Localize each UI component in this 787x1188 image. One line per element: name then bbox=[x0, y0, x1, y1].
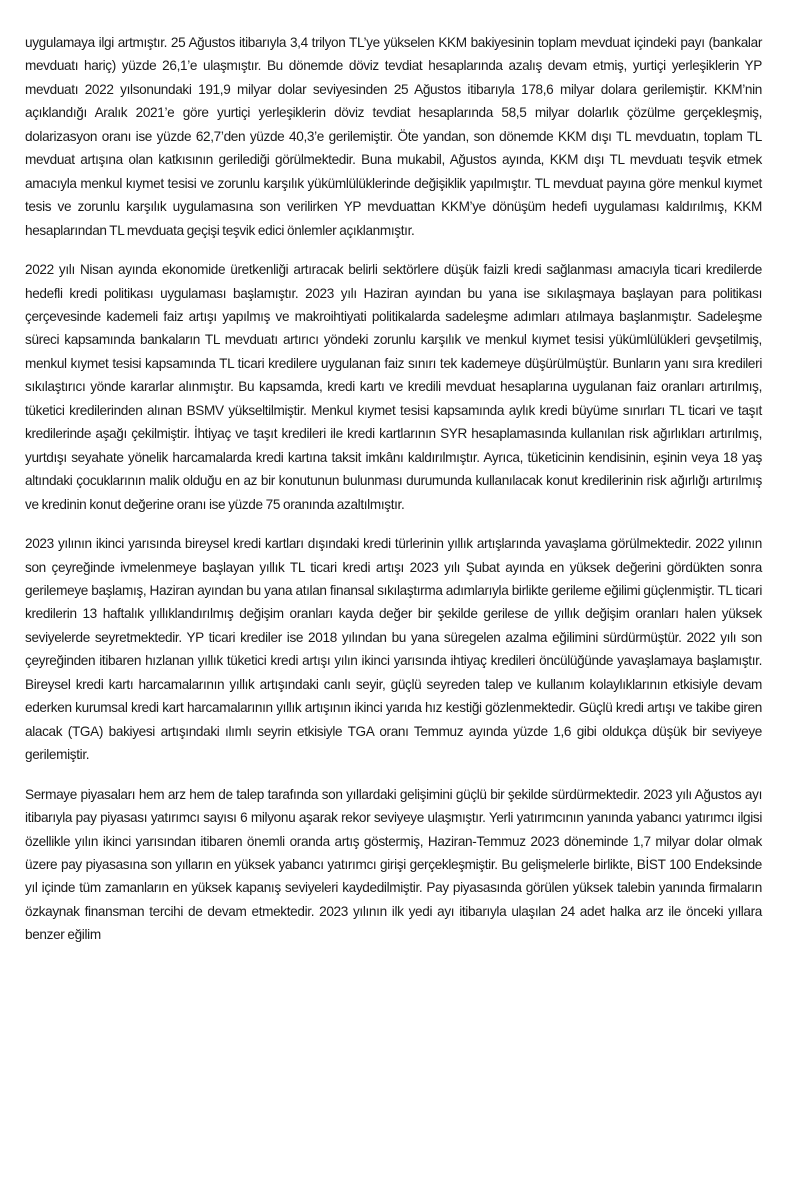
document-page bbox=[25, 31, 762, 963]
paragraph-capital-markets: Sermaye piyasaları hem arz hem de talep tarafında son yıllardaki gelişimini güçlü bir şekilde sürdürmektedir. 2023 yılı Ağustos ayı itibarıyla pay piyasası yatırımcı sayısı 6 milyonu aşarak rekor seviyeye ulaşmıştır. Yerli yatırımcının yanında yabancı yatırımcı ilgisi özellikle yılın ikinci yarısından itibaren önemli oranda artış göstermiş, Haziran-Temmuz 2023 döneminde 1,7 milyar dolar olmak üzere pay piyasasına son yılların en yüksek yabancı yatırımcı girişi gerçekleşmiştir. Bu gelişmelerle birlikte, BİST 100 Endeksinde yıl içinde tüm zamanların en yüksek kapanış seviyeleri kaydedilmiştir. Pay piyasasında görülen yüksek talebin yanında firmaların özkaynak finansman tercihi de devam etmektedir. 2023 yılının ilk yedi ayı itibarıyla ulaşılan 24 adet halka arz ile önceki yıllara benzer eğilim bbox=[25, 786, 762, 943]
paragraph-kkm-deposits: uygulamaya ilgi artmıştır. 25 Ağustos itibarıyla 3,4 trilyon TL’ye yükselen KKM bakiyesinin toplam mevduat içindeki payı (bankalar mevduatı hariç) yüzde 26,1’e ulaşmıştır. Bu dönemde döviz tevdiat hesaplarında azalış devam etmiş, yurtiçi yerleşiklerin YP mevduatı 2022 yılsonundaki 191,9 milyar dolar seviyesinden 25 Ağustos itibarıyla 178,6 milyar dolara gerilemiştir. KKM’nin açıklandığı Aralık 2021’e göre yurtiçi yerleşiklerin döviz tevdiat hesaplarında 58,5 milyar dolarlık çözülme gerçekleşmiş, dolarizasyon oranı ise yüzde 62,7’den yüzde 40,3’e gerilemiştir. Öte yandan, son dönemde KKM dışı TL mevduatın, toplam TL mevduat artışına olan katkısının gerilediği görülmektedir. Buna mukabil, Ağustos ayında, KKM dışı TL mevduatı teşvik etmek amacıyla menkul kıymet tesisi ve zorunlu karşılık yükümlülüklerinde değişiklik yapılmıştır. TL mevduat payına göre menkul kıymet tesis ve zorunlu karşılık uygulamasına son verilirken YP mevduattan KKM’ye dönüşüm hedefi uygulaması kaldırılmış, KKM hesaplarından TL mevduata geçişi teşvik edici önlemler açıklanmıştır. bbox=[25, 35, 762, 238]
paragraph-credit-policy: 2022 yılı Nisan ayında ekonomide üretkenliği artıracak belirli sektörlere düşük faizli kredi sağlanması amacıyla ticari kredilerde hedefli kredi politikası uygulaması başlamıştır. 2023 yılı Haziran ayından bu yana ise sıkılaşmaya başlayan para politikası çerçevesinde kademeli faiz artışı yapılmış ve makroihtiyati politikalarda sadeleşme adımları atılmaya başlanmıştır. Sadeleşme süreci kapsamında bankaların TL mevduatı artırıcı yöndeki zorunlu karşılık ve menkul kıymet tesisi yükümlülükleri gevşetilmiş, menkul kıymet tesisi kapsamında TL ticari kredilere uygulanan faiz sınırı tek kademeye düşürülmüştür. Bunların yanı sıra kredileri sıkılaştırıcı yönde kararlar alınmıştır. Bu kapsamda, kredi kartı ve kredili mevduat hesaplarına uygulanan faiz oranları artırılmış, tüketici kredilerinden alınan BSMV yükseltilmiştir. Menkul kıymet tesisi kapsamında aylık kredi büyüme sınırları TL ticari ve taşıt kredilerinde aşağı çekilmiştir. İhtiyaç ve taşıt kredileri ile kredi kartlarının SYR hesaplamasında kullanılan risk ağırlıkları artırılmış, yurtdışı seyahate yönelik harcamalarda kredi kartına taksit imkânı kaldırılmıştır. Ayrıca, tüketicinin kendisinin, eşinin veya 18 yaş altındaki çocuklarının malik olduğu en az bir konutunun bulunması durumunda kullanılacak konut kredilerinin risk ağırlığı artırılmış ve kredinin konut değerine oranı ise yüzde 75 oranında azaltılmıştır. bbox=[25, 262, 762, 512]
paragraph-credit-growth: 2023 yılının ikinci yarısında bireysel kredi kartları dışındaki kredi türlerinin yıllık artışlarında yavaşlama görülmektedir. 2022 yılının son çeyreğinde ivmelenmeye başlayan yıllık TL ticari kredi artışı 2023 yılı Şubat ayında en yüksek değerini gördükten sonra gerilemeye başlamış, Haziran ayından bu yana atılan finansal sıkılaştırma adımlarıyla birlikte gerileme eğilimi güçlenmiştir. TL ticari kredilerin 13 haftalık yıllıklandırılmış değişim oranları kayda değer bir şekilde gerilese de yıllık değişim oranları halen yüksek seviyelerde seyretmektedir. YP ticari krediler ise 2018 yılından bu yana süregelen azalma eğilimini sürdürmüştür. 2022 yılı son çeyreğinden itibaren hızlanan yıllık tüketici kredi artışı yılın ikinci yarısında ihtiyaç kredileri öncülüğünde yavaşlamaya başlamıştır. Bireysel kredi kartı harcamalarının yıllık artışındaki canlı seyir, güçlü seyreden talep ve kullanım kolaylıklarının etkisiyle devam ederken kurumsal kredi kart harcamalarının yıllık artışının ikinci yarıda hız kestiği gözlenmektedir. Güçlü kredi artışı ve takibe giren alacak (TGA) bakiyesi artışındaki ılımlı seyrin etkisiyle TGA oranı Temmuz ayında yüzde 1,6 gibi oldukça düşük bir seviyeye gerilemiştir. bbox=[25, 536, 762, 763]
